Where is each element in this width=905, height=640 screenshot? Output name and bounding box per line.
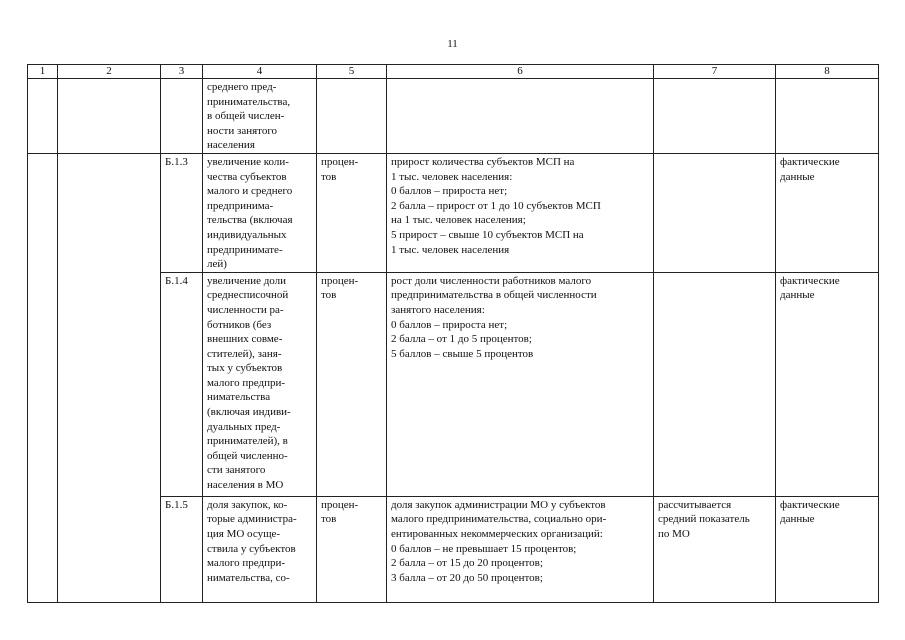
cell-line: 0 баллов – прироста нет; bbox=[391, 318, 508, 331]
cell-line: численности ра- bbox=[207, 303, 284, 316]
cell-line: принимательства, bbox=[207, 95, 291, 108]
name-cell bbox=[203, 153, 317, 272]
method-cell bbox=[387, 272, 654, 496]
cell-line: ствила у субъектов bbox=[207, 542, 296, 555]
cell-line: рост доли численности работников малого bbox=[391, 274, 592, 287]
column-header: 4 bbox=[203, 65, 317, 79]
cell-line: индивидуальных bbox=[207, 228, 287, 241]
unit-cell bbox=[317, 496, 387, 602]
cell-line: торые администра- bbox=[207, 513, 297, 526]
cell-line: стителей), заня- bbox=[207, 347, 282, 360]
cell-line: ентированных некоммерческих организаций: bbox=[391, 527, 603, 540]
col2-cell bbox=[58, 79, 161, 154]
page-number: 11 bbox=[447, 38, 458, 50]
cell-line: процен- bbox=[321, 498, 359, 511]
cell-line: малого предпри- bbox=[207, 376, 285, 389]
col1-cell bbox=[28, 79, 58, 154]
code-cell: Б.1.5 bbox=[161, 496, 203, 602]
cell-line: тов bbox=[321, 513, 337, 526]
column-header: 3 bbox=[161, 65, 203, 79]
cell-line: тов bbox=[321, 289, 337, 302]
column-header: 2 bbox=[58, 65, 161, 79]
cell-line: общей численно- bbox=[207, 449, 288, 462]
cell-line: на 1 тыс. человек населения; bbox=[391, 214, 526, 227]
cell-line: данные bbox=[780, 170, 815, 183]
cell-line: прирост количества субъектов МСП на bbox=[391, 155, 575, 168]
cell-line: фактические bbox=[780, 274, 840, 287]
method-cell bbox=[387, 79, 654, 154]
col2-cell bbox=[58, 153, 161, 602]
cell-line: 3 балла – от 20 до 50 процентов; bbox=[391, 571, 543, 584]
code-cell bbox=[161, 79, 203, 154]
calc-cell bbox=[654, 153, 776, 272]
code-cell: Б.1.3 bbox=[161, 153, 203, 272]
cell-line: дуальных пред- bbox=[207, 420, 281, 433]
cell-line: малого предпринимательства, социально ори- bbox=[391, 513, 607, 526]
cell-line: предпринимате- bbox=[207, 243, 283, 256]
cell-line: населения в МО bbox=[207, 479, 284, 492]
cell-line: процен- bbox=[321, 274, 359, 287]
cell-line: нимательства bbox=[207, 391, 271, 404]
source-cell bbox=[776, 272, 879, 496]
cell-line: ности занятого bbox=[207, 124, 278, 137]
source-cell bbox=[776, 79, 879, 154]
cell-line: малого и среднего bbox=[207, 185, 293, 198]
cell-line: тых у субъектов bbox=[207, 362, 283, 375]
cell-line: 2 балла – от 15 до 20 процентов; bbox=[391, 557, 543, 570]
table-row bbox=[28, 153, 879, 272]
method-cell bbox=[387, 496, 654, 602]
cell-line: населения bbox=[207, 139, 255, 152]
cell-line: ция МО осуще- bbox=[207, 527, 281, 540]
calc-cell bbox=[654, 496, 776, 602]
cell-line: в общей числен- bbox=[207, 110, 285, 123]
unit-cell bbox=[317, 79, 387, 154]
cell-line: процен- bbox=[321, 155, 359, 168]
cell-line: тов bbox=[321, 170, 337, 183]
cell-line: предпринима- bbox=[207, 199, 274, 212]
cell-line: 0 баллов – не превышает 15 процентов; bbox=[391, 542, 577, 555]
column-header: 8 bbox=[776, 65, 879, 79]
calc-cell bbox=[654, 272, 776, 496]
column-header: 7 bbox=[654, 65, 776, 79]
unit-cell bbox=[317, 272, 387, 496]
table-row bbox=[28, 79, 879, 154]
name-cell bbox=[203, 79, 317, 154]
cell-line: 5 прирост – свыше 10 субъектов МСП на bbox=[391, 228, 584, 241]
cell-line: малого предпри- bbox=[207, 557, 285, 570]
code-cell: Б.1.4 bbox=[161, 272, 203, 496]
cell-line: 0 баллов – прироста нет; bbox=[391, 185, 508, 198]
cell-line: предпринимательства в общей численности bbox=[391, 289, 597, 302]
cell-line: занятого населения: bbox=[391, 303, 485, 316]
cell-line: внешних совме- bbox=[207, 333, 283, 346]
col1-cell bbox=[28, 153, 58, 602]
column-header: 6 bbox=[387, 65, 654, 79]
cell-line: лей) bbox=[207, 258, 227, 271]
cell-line: фактические bbox=[780, 155, 840, 168]
header-row bbox=[28, 65, 879, 79]
method-cell bbox=[387, 153, 654, 272]
column-header: 5 bbox=[317, 65, 387, 79]
cell-line: чества субъектов bbox=[207, 170, 287, 183]
cell-line: среднего пред- bbox=[207, 81, 277, 93]
cell-line: ботников (без bbox=[207, 318, 272, 331]
cell-line: 2 балла – от 1 до 5 процентов; bbox=[391, 333, 532, 346]
cell-line: средний показатель bbox=[658, 513, 750, 526]
source-cell bbox=[776, 153, 879, 272]
source-cell bbox=[776, 496, 879, 602]
cell-line: рассчитывается bbox=[658, 498, 732, 511]
cell-line: фактические bbox=[780, 498, 840, 511]
name-cell bbox=[203, 272, 317, 496]
cell-line: 1 тыс. человек населения bbox=[391, 243, 510, 256]
indicators-table bbox=[27, 64, 879, 603]
cell-line: 2 балла – прирост от 1 до 10 субъектов МСП bbox=[391, 199, 601, 212]
cell-line: доля закупок администрации МО у субъектов bbox=[391, 498, 606, 511]
cell-line: по МО bbox=[658, 527, 690, 540]
cell-line: данные bbox=[780, 513, 815, 526]
cell-line: принимателей), в bbox=[207, 435, 288, 448]
cell-line: нимательства, со- bbox=[207, 571, 290, 584]
cell-line: доля закупок, ко- bbox=[207, 498, 288, 511]
cell-line: тельства (включая bbox=[207, 214, 293, 227]
calc-cell bbox=[654, 79, 776, 154]
unit-cell bbox=[317, 153, 387, 272]
column-header: 1 bbox=[28, 65, 58, 79]
cell-line: сти занятого bbox=[207, 464, 266, 477]
cell-line: (включая индиви- bbox=[207, 406, 291, 419]
cell-line: 1 тыс. человек населения: bbox=[391, 170, 513, 183]
name-cell bbox=[203, 496, 317, 602]
cell-line: среднесписочной bbox=[207, 289, 289, 302]
cell-line: увеличение доли bbox=[207, 274, 287, 287]
cell-line: увеличение коли- bbox=[207, 155, 289, 168]
cell-line: 5 баллов – свыше 5 процентов bbox=[391, 347, 534, 360]
cell-line: данные bbox=[780, 289, 815, 302]
